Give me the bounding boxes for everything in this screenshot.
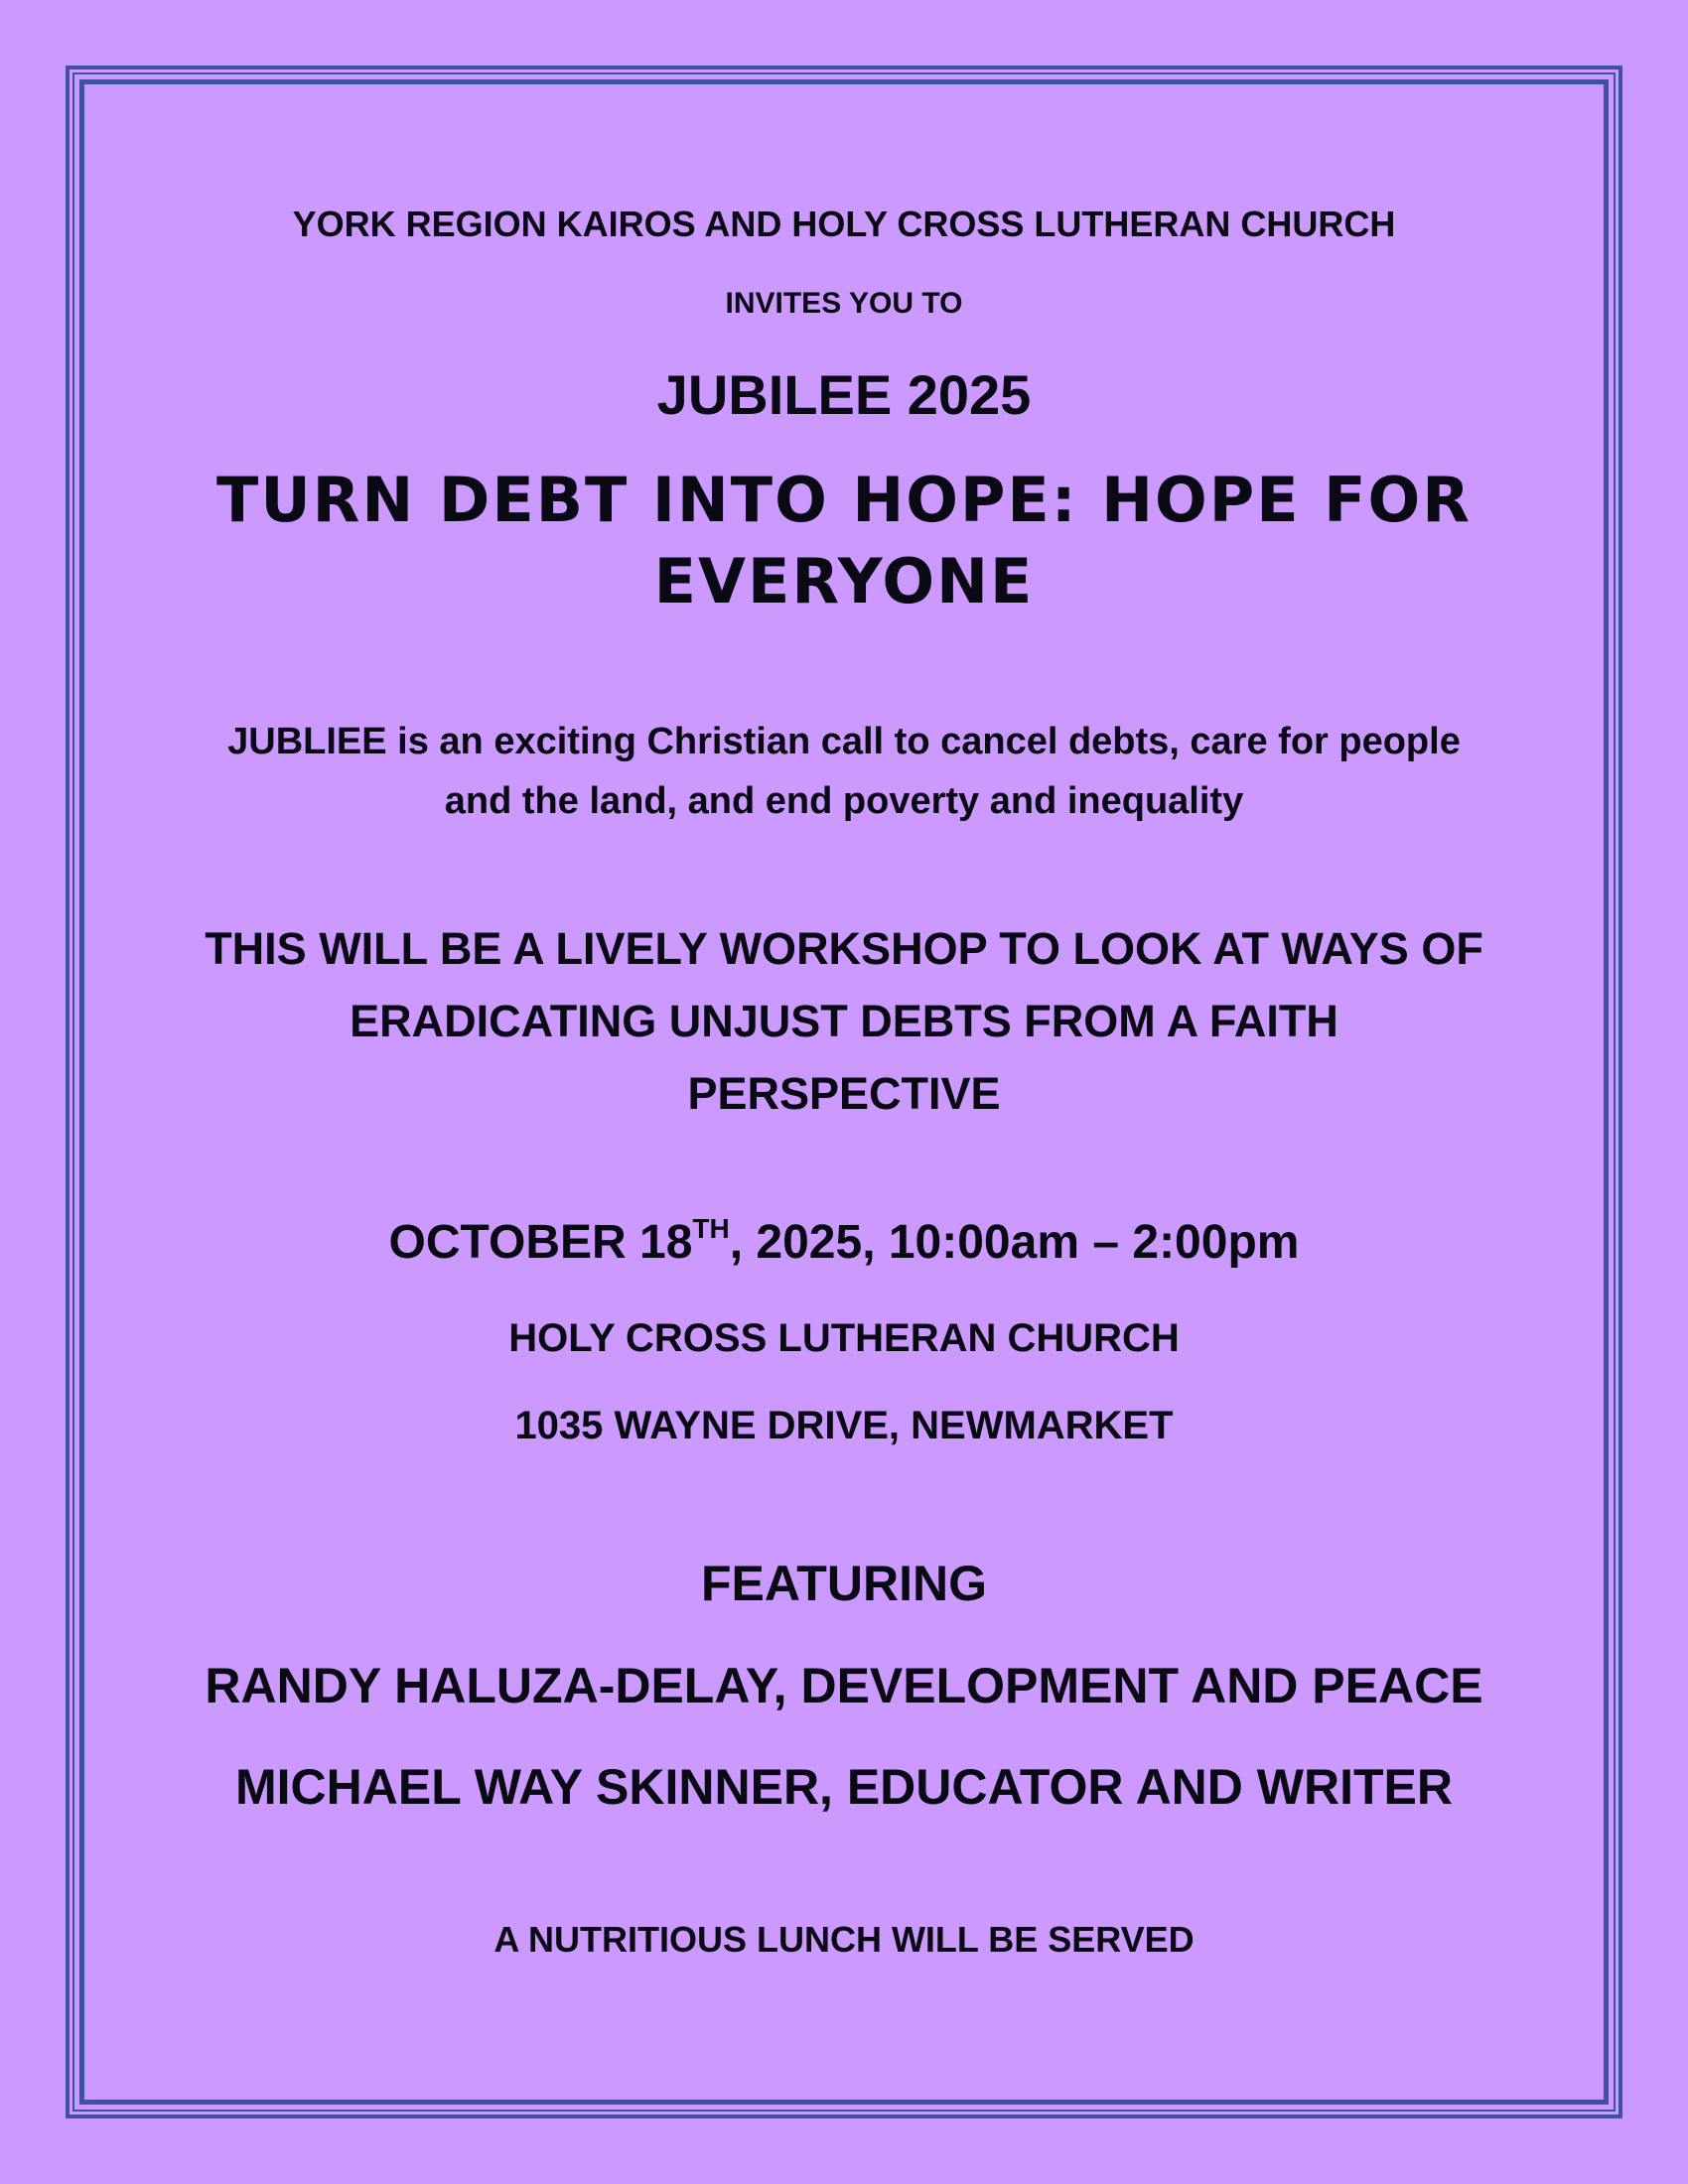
workshop-line-2: ERADICATING UNJUST DEBTS FROM A FAITH: [350, 996, 1338, 1046]
workshop-line-1: THIS WILL BE A LIVELY WORKSHOP TO LOOK AT WAYS OF: [205, 923, 1483, 974]
intro-line-2: and the land, and end poverty and inequality: [444, 780, 1244, 822]
date-year-time: , 2025, 10:00am – 2:00pm: [729, 1216, 1300, 1269]
venue-address: 1035 WAYNE DRIVE, NEWMARKET: [514, 1404, 1174, 1447]
presenter-line: YORK REGION KAIROS AND HOLY CROSS LUTHERAN CHURCH: [292, 204, 1396, 244]
headline: [179, 460, 1509, 622]
speaker-item: RANDY HALUZA-DELAY, DEVELOPMENT AND PEACE: [205, 1658, 1483, 1713]
venue-name: HOLY CROSS LUTHERAN CHURCH: [508, 1316, 1180, 1360]
event-date-time: [179, 1215, 1509, 1270]
workshop-line-3: PERSPECTIVE: [687, 1068, 1001, 1119]
speaker-item: MICHAEL WAY SKINNER, EDUCATOR AND WRITER: [234, 1759, 1453, 1815]
intro-line-1: JUBLIEE is an exciting Christian call to cancel debts, care for people: [227, 721, 1461, 762]
lunch-note: A NUTRITIOUS LUNCH WILL BE SERVED: [493, 1919, 1195, 1960]
event-name: JUBILEE 2025: [656, 363, 1032, 426]
intro-text: [179, 712, 1509, 831]
featuring-heading: FEATURING: [701, 1556, 987, 1611]
headline-line-1: TURN DEBT INTO HOPE: HOPE FOR: [216, 464, 1472, 536]
headline-line-2: EVERYONE: [653, 545, 1035, 617]
date-ordinal-suffix: TH: [692, 1213, 730, 1244]
invites-line: INVITES YOU TO: [725, 287, 963, 320]
workshop-description: [179, 912, 1509, 1130]
date-month-day: OCTOBER 18: [388, 1216, 693, 1269]
